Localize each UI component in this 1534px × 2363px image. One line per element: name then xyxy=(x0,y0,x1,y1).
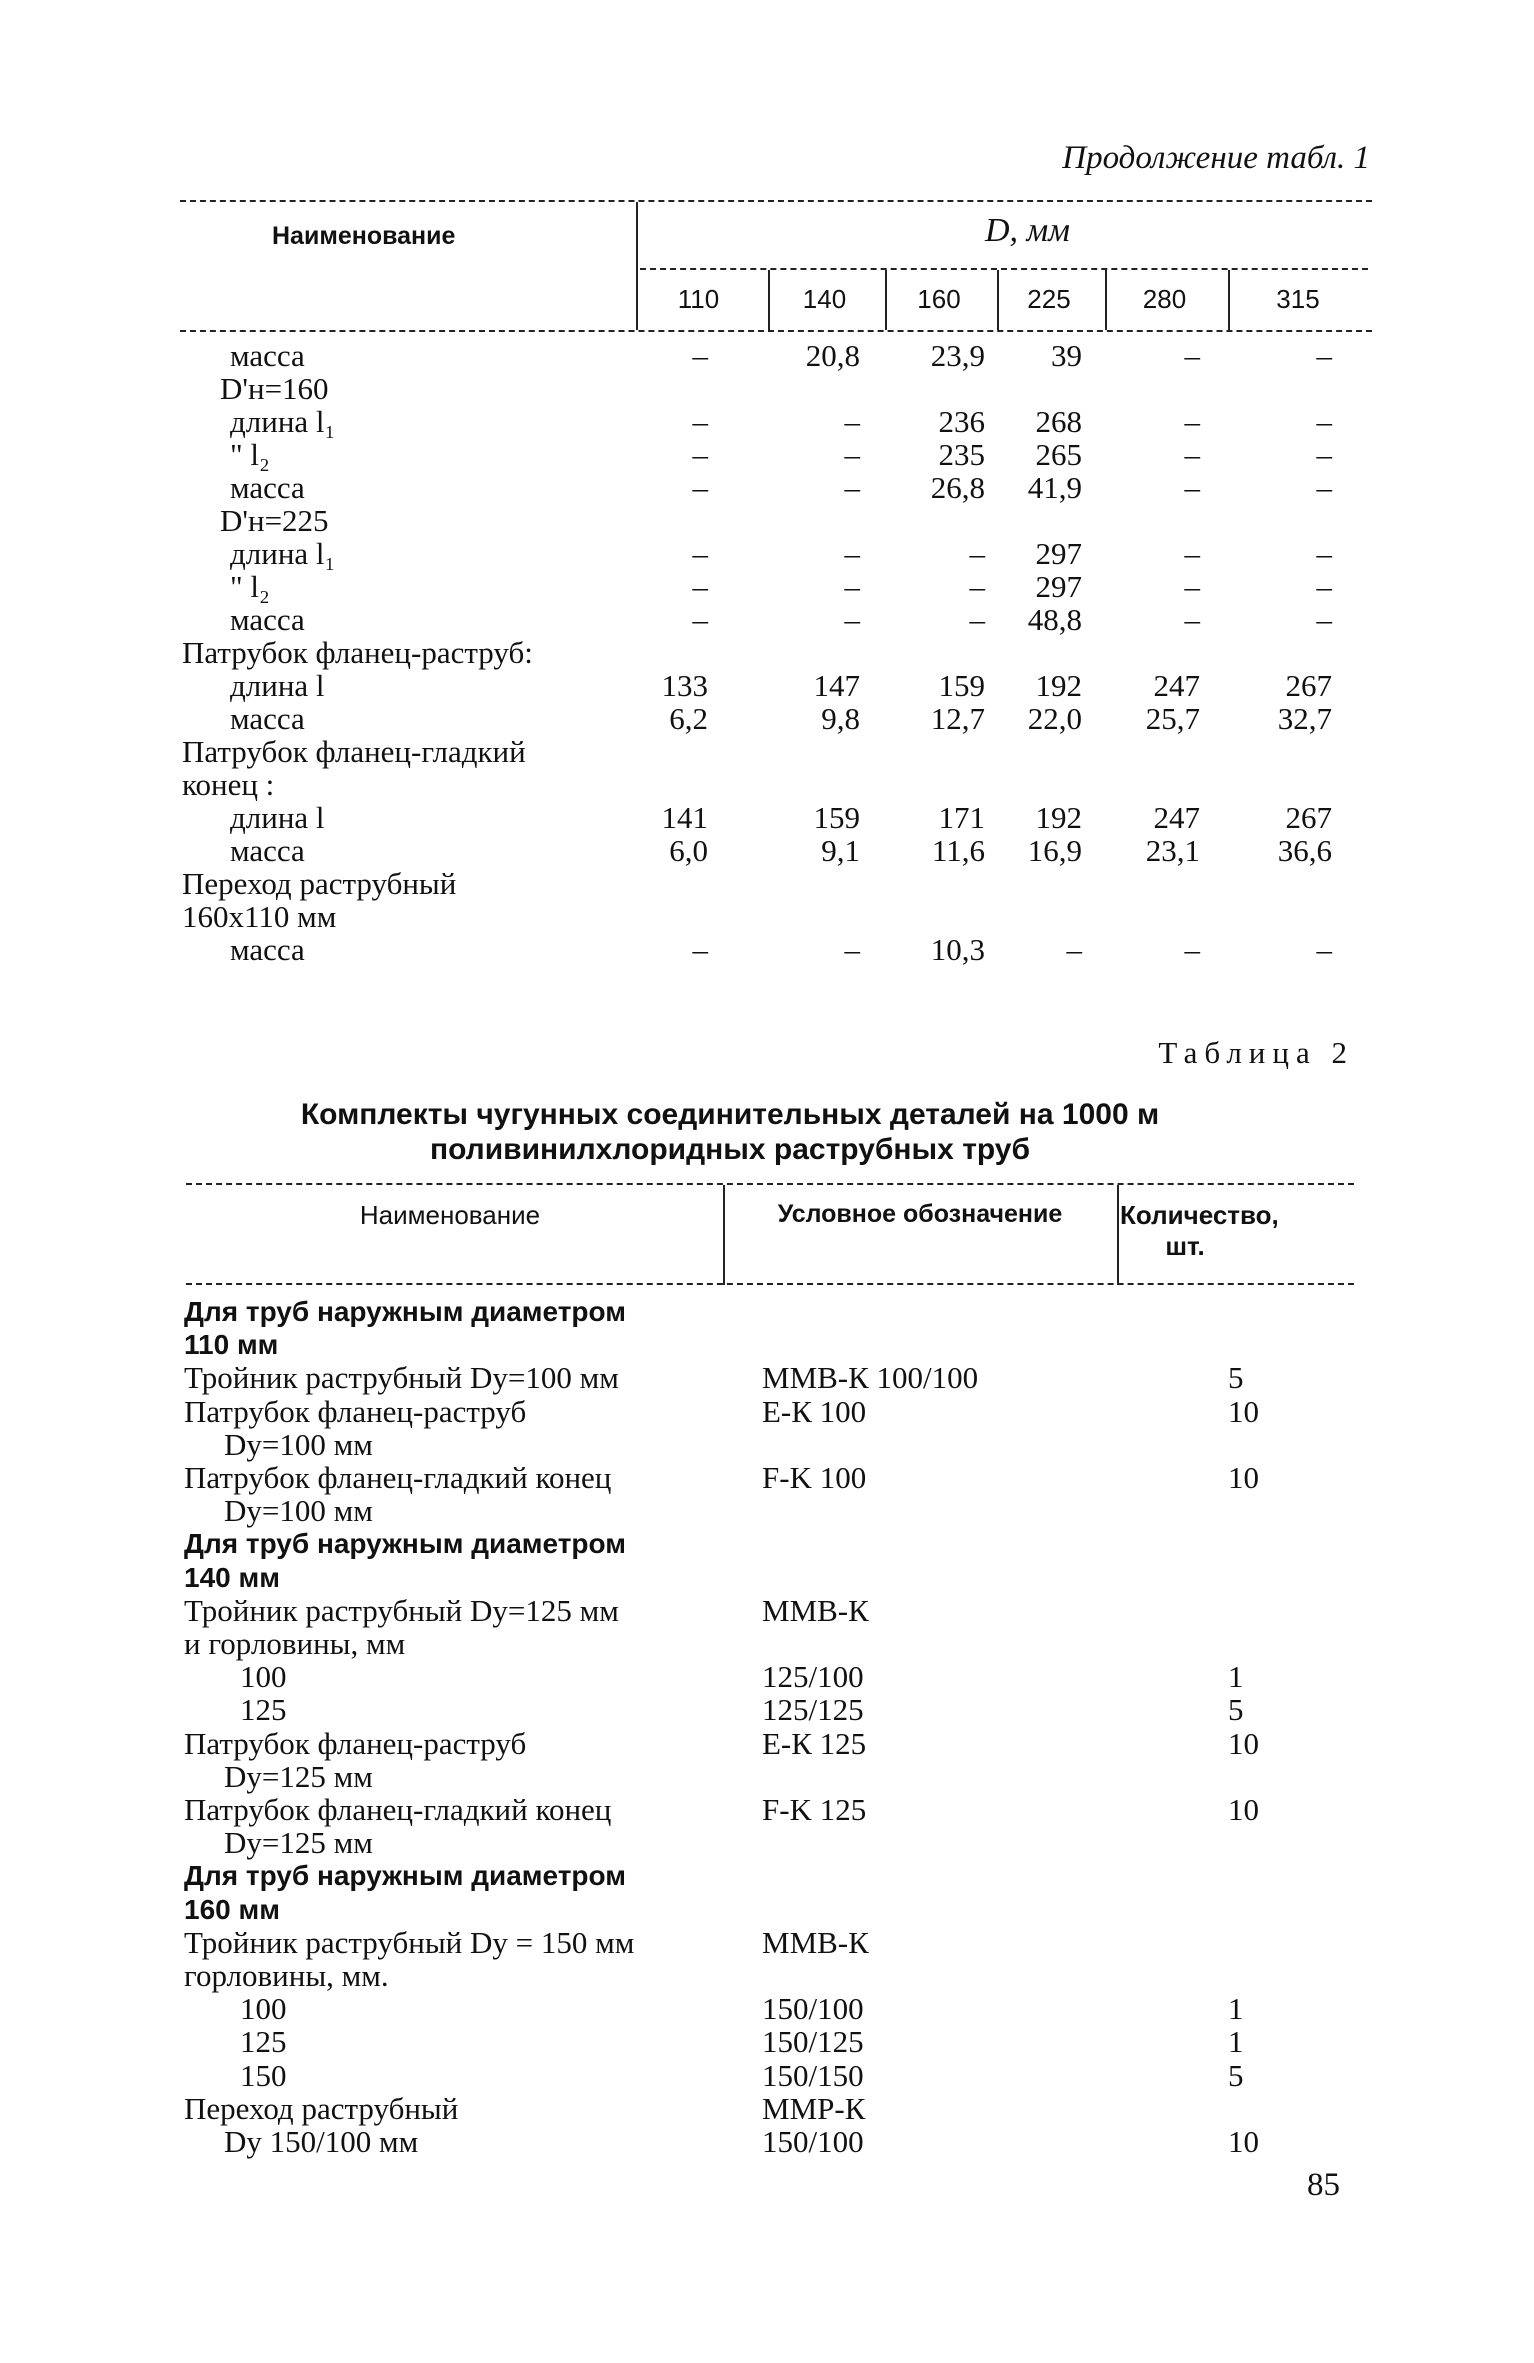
table2-row-name: Тройник раструбный Dу=100 мм xyxy=(184,1360,619,1396)
table1-cell: 6,2 xyxy=(669,701,708,736)
table2-row-name: 100 xyxy=(240,1991,287,2027)
table1-cell: – xyxy=(692,470,708,505)
table1-row-label: Переход раструбный xyxy=(182,866,457,901)
table2-row-name: Переход раструбный xyxy=(184,2090,459,2126)
table2-row-designation: ММР-К xyxy=(762,2090,866,2126)
table1-cell: 36,6 xyxy=(1277,833,1332,868)
table1-cell: – xyxy=(1184,338,1200,373)
table2-row xyxy=(0,1893,1534,1926)
table1-cell: – xyxy=(1184,470,1200,505)
table1-cell: 141 xyxy=(661,800,708,835)
table2-row xyxy=(0,1428,1534,1461)
table1-col-header: 225 xyxy=(1027,284,1071,314)
table1-row xyxy=(0,372,1534,405)
table1-cell: 247 xyxy=(1153,800,1200,835)
table1-cell: 16,9 xyxy=(1027,833,1082,868)
table1-row-label: 160x110 мм xyxy=(182,899,337,934)
table1-row xyxy=(0,504,1534,537)
table2-row xyxy=(0,1461,1534,1494)
table1-cell: – xyxy=(692,932,708,967)
table1-col-header: 140 xyxy=(802,284,847,314)
table1-row-label: длина l xyxy=(230,800,325,835)
table1-cell: – xyxy=(844,602,860,637)
table1-cell: – xyxy=(844,536,860,571)
table2-row-designation: Е-К 125 xyxy=(762,1725,867,1761)
table2-row-designation: Е-К 100 xyxy=(762,1393,867,1429)
table2-row-qty: 10 xyxy=(1228,1393,1259,1429)
table1-row xyxy=(0,438,1534,471)
table1-cell: 41,9 xyxy=(1027,470,1082,505)
table2-row-name: 140 мм xyxy=(184,1561,280,1593)
table1-cell: 236 xyxy=(938,404,985,439)
table1-cell: 235 xyxy=(938,437,985,472)
table2-row-designation: 150/100 xyxy=(762,1991,864,2027)
table2-row-designation: 125/100 xyxy=(762,1659,864,1695)
table1-cell: 25,7 xyxy=(1145,701,1200,736)
table2-row-name: 125 xyxy=(240,2024,287,2060)
table1-cell: – xyxy=(1184,569,1200,604)
table2-row-name: и горловины, мм xyxy=(184,1626,406,1661)
table2-row-name: 110 мм xyxy=(184,1329,279,1361)
table2-row-name: Патрубок фланец-раструб xyxy=(184,1393,527,1429)
table2-row xyxy=(0,1959,1534,1992)
table2-row-designation: 150/100 xyxy=(762,2124,864,2159)
table2-row-designation: ММВ-К xyxy=(762,1924,869,1960)
table1-cell: 6,0 xyxy=(669,833,708,868)
table1-row-label: масса xyxy=(230,932,305,967)
table1-row-label: D'н=160 xyxy=(220,371,329,406)
table1-cell: 171 xyxy=(938,800,985,835)
table2-row xyxy=(0,1727,1534,1760)
continuation-caption: Продолжение табл. 1 xyxy=(1062,140,1370,176)
table1-cell: 23,9 xyxy=(930,338,985,373)
table1-cell: – xyxy=(844,437,860,472)
table1-cell: – xyxy=(844,569,860,604)
table1-row xyxy=(0,603,1534,636)
table2-row-name: Dу=125 мм xyxy=(224,1758,373,1794)
table2-row xyxy=(0,1328,1534,1361)
table1-cell: – xyxy=(1316,602,1332,637)
table2-row xyxy=(0,2059,1534,2092)
table1-header-d: D, мм xyxy=(985,212,1070,249)
table2-title-line2: поливинилхлоридных раструбных труб xyxy=(429,1133,1031,1166)
table2-row xyxy=(0,1826,1534,1859)
table2-row xyxy=(0,1660,1534,1693)
table1-cell: – xyxy=(692,437,708,472)
table2-row-qty: 5 xyxy=(1228,2057,1244,2093)
table2-row-designation: 125/125 xyxy=(762,1692,864,1728)
table1-header-name: Наименование xyxy=(272,222,456,250)
table1-col-divider xyxy=(1105,270,1107,330)
table1-cell: – xyxy=(1184,437,1200,472)
table2-caption: Таблица 2 xyxy=(1158,1035,1354,1070)
table2-row xyxy=(0,1859,1534,1892)
table1-row xyxy=(0,801,1534,834)
table2-row-name: 125 xyxy=(240,1692,287,1728)
table1-cell: 9,8 xyxy=(821,701,860,736)
table1-cell: 247 xyxy=(1153,668,1200,703)
table1-cell: 48,8 xyxy=(1027,602,1082,637)
table2-row-name: Для труб наружным диаметром xyxy=(184,1528,626,1560)
table1-row xyxy=(0,669,1534,702)
table2-row-designation: F-K 125 xyxy=(762,1792,867,1827)
table2-row xyxy=(0,1926,1534,1959)
table1-cell: – xyxy=(1184,536,1200,571)
table2-row-name: 100 xyxy=(240,1659,287,1695)
table2-header-qty xyxy=(1120,1200,1330,1262)
table1-cell: – xyxy=(692,536,708,571)
table2-row-name: Dу=100 мм xyxy=(224,1493,373,1529)
table1-col-divider xyxy=(1228,270,1230,330)
table2-row-qty: 10 xyxy=(1228,2124,1259,2159)
table1-cell: – xyxy=(692,602,708,637)
table2-row-qty: 10 xyxy=(1228,1460,1259,1495)
table1-cell: 12,7 xyxy=(930,701,985,736)
table1-cell: – xyxy=(1066,932,1082,967)
table2-row-designation: 150/150 xyxy=(762,2057,864,2093)
table2-row xyxy=(0,1693,1534,1726)
table1-row xyxy=(0,702,1534,735)
table1-cell: 267 xyxy=(1285,668,1332,703)
table1-col-header: 110 xyxy=(677,284,720,314)
table1-cell: – xyxy=(1316,536,1332,571)
table1-cell: 147 xyxy=(813,668,860,703)
table1-row-label: Патрубок фланец-раструб: xyxy=(182,635,533,670)
table1-cell: – xyxy=(1316,437,1332,472)
table2-row-designation: 150/125 xyxy=(762,2024,864,2060)
table1-cell: – xyxy=(1316,470,1332,505)
table2-row xyxy=(0,2092,1534,2125)
table1-col-divider xyxy=(768,270,770,330)
table1-row xyxy=(0,405,1534,438)
table2-row xyxy=(0,1627,1534,1660)
table1-cell: – xyxy=(692,569,708,604)
table2-row xyxy=(0,1594,1534,1627)
table2-title-line1: Комплекты чугунных соединительных деталей на 1000 м xyxy=(300,1098,1160,1131)
table1-cell: 133 xyxy=(661,668,708,703)
table1-row-label: длина l xyxy=(230,668,325,703)
table1-col-header: 280 xyxy=(1142,284,1187,314)
table1-row-label: масса xyxy=(230,470,305,505)
table2-header-divider-2 xyxy=(1117,1185,1119,1285)
table1-cell: – xyxy=(692,338,708,373)
table1-cell: – xyxy=(969,602,985,637)
table2-row-name: Dу=125 мм xyxy=(224,1825,373,1861)
table2-row-name: 150 xyxy=(240,2057,287,2093)
table1-header-bottom-rule xyxy=(180,330,1372,332)
table1-row xyxy=(0,339,1534,372)
table2-row xyxy=(0,1295,1534,1328)
table2-row-name: Патрубок фланец-раструб xyxy=(184,1725,527,1761)
table1-row xyxy=(0,471,1534,504)
table1-top-rule xyxy=(180,200,1372,202)
table1-cell: 32,7 xyxy=(1277,701,1332,736)
table1-cell: 268 xyxy=(1035,404,1082,439)
table1-col-divider xyxy=(885,270,887,330)
table1-cell: – xyxy=(844,932,860,967)
table1-row-label: " l₂ xyxy=(230,569,270,604)
table2-row-name: 160 мм xyxy=(184,1893,280,1925)
table1-row-label: масса xyxy=(230,602,305,637)
table2-header-bottom-rule xyxy=(186,1283,1354,1285)
table2-row-designation: F-K 100 xyxy=(762,1460,867,1495)
table2-row-qty: 1 xyxy=(1228,1991,1244,2027)
table2-row xyxy=(0,1760,1534,1793)
table1-cell: – xyxy=(1184,404,1200,439)
table1-cell: 20,8 xyxy=(805,338,860,373)
table1-row xyxy=(0,537,1534,570)
table1-cell: 265 xyxy=(1035,437,1082,472)
table2-row-qty: 10 xyxy=(1228,1725,1259,1761)
table1-cell: 39 xyxy=(1051,338,1082,373)
table2-row xyxy=(0,1793,1534,1826)
table2-row-name: Для труб наружным диаметром xyxy=(184,1860,626,1892)
table1-col-header: 315 xyxy=(1276,284,1320,314)
table1-cell: – xyxy=(1316,569,1332,604)
table1-row-label: масса xyxy=(230,701,305,736)
table2-header-designation: Условное обозначение xyxy=(777,1200,1063,1228)
table1-row-label: длина l₁ xyxy=(230,536,336,571)
page-number: 85 xyxy=(1307,2167,1340,2203)
table1-col-divider xyxy=(997,270,999,330)
table1-row-label: длина l₁ xyxy=(230,404,336,439)
table2-row xyxy=(0,1494,1534,1527)
table1-cell: 297 xyxy=(1035,569,1082,604)
table2-top-rule xyxy=(186,1183,1354,1185)
table1-row xyxy=(0,735,1534,768)
table2-row-name: Для труб наружным диаметром xyxy=(184,1296,626,1327)
table1-row xyxy=(0,768,1534,801)
table1-cell: 10,3 xyxy=(930,932,985,967)
table2-row xyxy=(0,2025,1534,2058)
table1-cell: 192 xyxy=(1035,800,1082,835)
table2-row-name: Dу 150/100 мм xyxy=(224,2124,419,2159)
table1-col-header: 160 xyxy=(917,284,961,314)
table1-cell: 267 xyxy=(1285,800,1332,835)
table1-cell: – xyxy=(1316,932,1332,967)
table1-cell: – xyxy=(1184,602,1200,637)
table2-header-divider-1 xyxy=(723,1185,725,1285)
table2-row-name: горловины, мм. xyxy=(184,1958,389,1993)
table2-row-qty: 1 xyxy=(1228,1659,1244,1695)
table1-cell: 26,8 xyxy=(930,470,985,505)
table2-header-qty-line1: Количество, xyxy=(1120,1200,1279,1230)
table2-row xyxy=(0,1361,1534,1394)
table1-cell: 9,1 xyxy=(821,833,860,868)
table1-cell: – xyxy=(844,470,860,505)
table1-cell: – xyxy=(969,536,985,571)
table1-cell: 159 xyxy=(813,800,860,835)
table1-cell: – xyxy=(692,404,708,439)
table2-row xyxy=(0,1527,1534,1560)
table1-cell: 159 xyxy=(938,668,985,703)
table2-row-qty: 5 xyxy=(1228,1360,1244,1396)
table1-row-label: масса xyxy=(230,338,305,373)
table2-row-designation: ММВ-К 100/100 xyxy=(762,1360,979,1396)
table2-row xyxy=(0,1395,1534,1428)
table2-row xyxy=(0,1561,1534,1594)
table2-row-name: Патрубок фланец-гладкий конец xyxy=(184,1460,612,1495)
table1-cell: – xyxy=(1316,404,1332,439)
table2-row-designation: ММВ-К xyxy=(762,1592,869,1628)
table1-cell: 297 xyxy=(1035,536,1082,571)
table1-row xyxy=(0,933,1534,966)
table2-header-qty-line2: шт. xyxy=(1165,1231,1205,1261)
table2-row-name: Тройник раструбный Dу = 150 мм xyxy=(184,1924,635,1960)
table2-row xyxy=(0,2125,1534,2158)
table1-cell: 192 xyxy=(1035,668,1082,703)
table2-title xyxy=(230,1097,1230,1167)
table2-header-name: Наименование xyxy=(359,1200,541,1230)
table1-mid-rule xyxy=(640,268,1368,270)
table1-row xyxy=(0,867,1534,900)
table1-cell: – xyxy=(969,569,985,604)
table2-row-name: Dу=100 мм xyxy=(224,1426,373,1462)
table1-row-label: масса xyxy=(230,833,305,868)
table1-cell: 22,0 xyxy=(1027,701,1082,736)
table2-row-qty: 10 xyxy=(1228,1792,1259,1827)
table1-cell: 23,1 xyxy=(1145,833,1200,868)
table1-row xyxy=(0,900,1534,933)
table1-row-label: конец : xyxy=(182,767,275,802)
table2-row-qty: 5 xyxy=(1228,1692,1244,1728)
table1-cell: – xyxy=(1184,932,1200,967)
table1-cell: – xyxy=(844,404,860,439)
table2-row-name: Патрубок фланец-гладкий конец xyxy=(184,1792,612,1827)
table1-cell: 11,6 xyxy=(931,833,985,868)
table1-row-label: Патрубок фланец-гладкий xyxy=(182,734,526,769)
table1-row xyxy=(0,636,1534,669)
table2-row-qty: 1 xyxy=(1228,2024,1244,2060)
table1-row-label: " l₂ xyxy=(230,437,270,472)
table1-row-label: D'н=225 xyxy=(220,503,329,538)
table1-row xyxy=(0,570,1534,603)
table2-row xyxy=(0,1992,1534,2025)
table1-row xyxy=(0,834,1534,867)
table1-cell: – xyxy=(1316,338,1332,373)
table2-row-name: Тройник раструбный Dу=125 мм xyxy=(184,1592,619,1628)
